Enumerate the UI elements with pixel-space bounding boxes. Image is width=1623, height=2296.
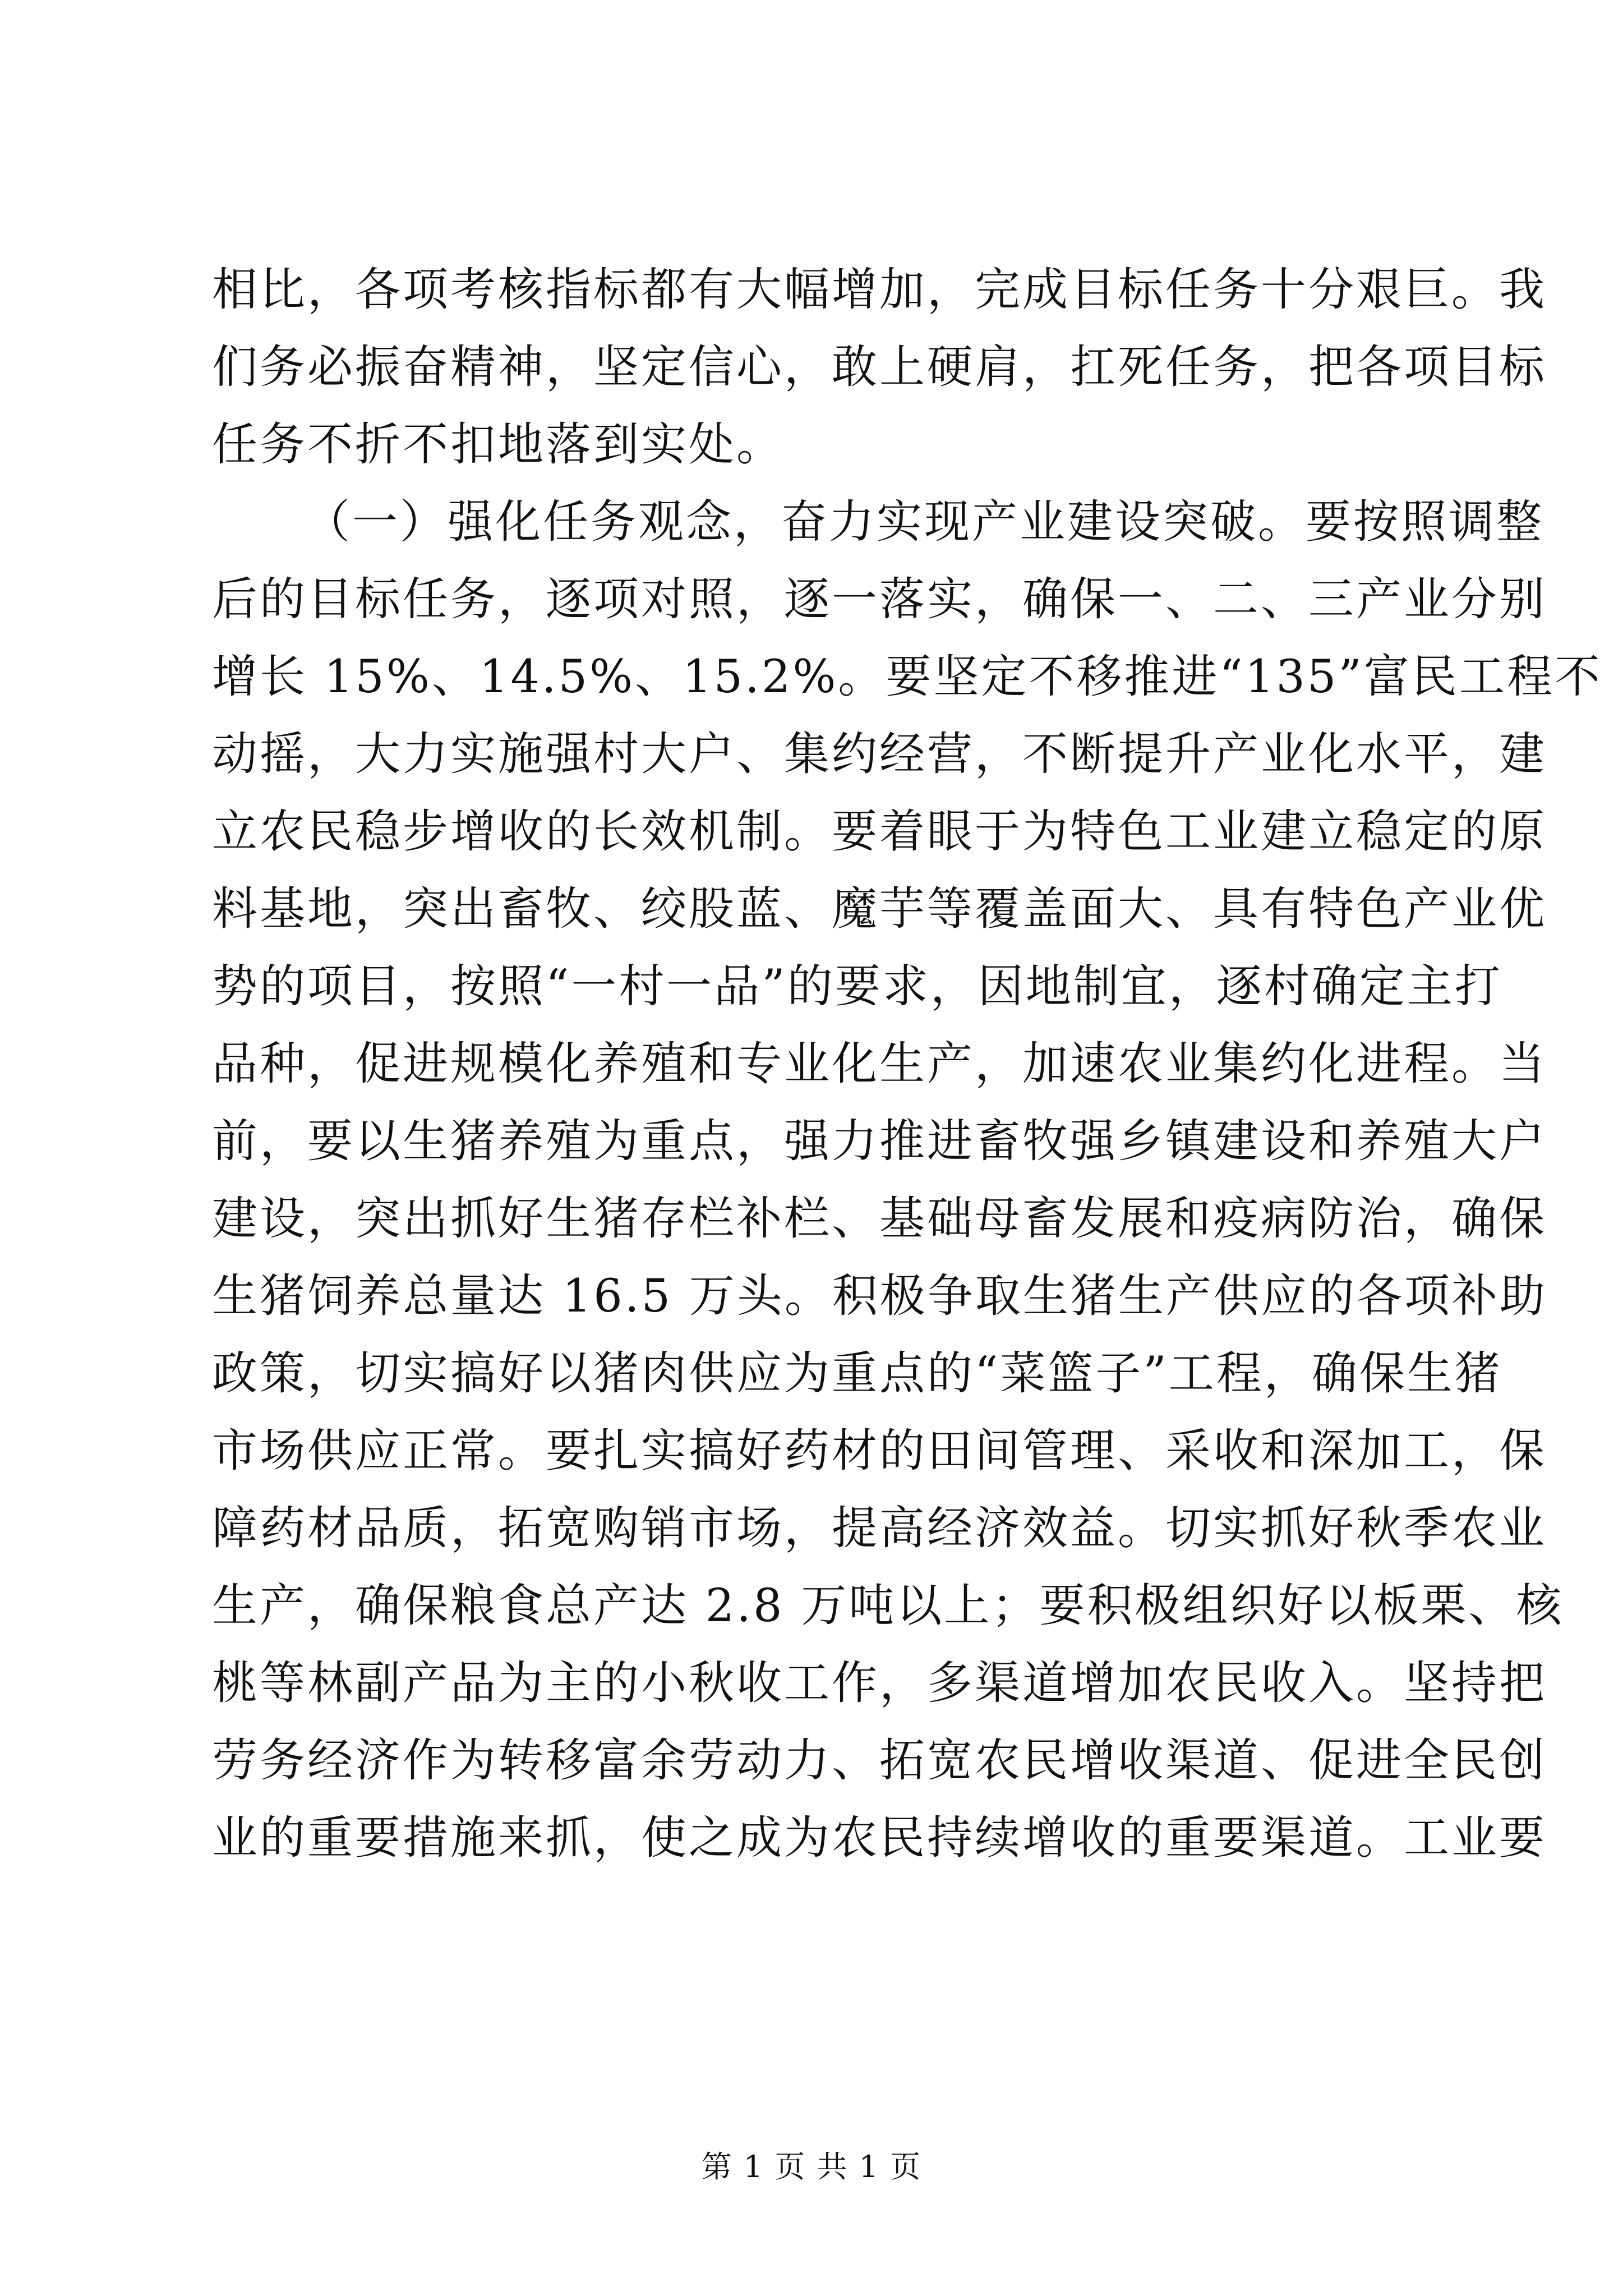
body-text <box>212 251 1602 1877</box>
text-line: 任务不折不扣地落到实处。 <box>212 418 785 471</box>
text-line: 立农民稳步增收的长效机制。要着眼于为特色工业建立稳定的原 <box>212 806 1547 858</box>
text-line: 增长 15%、14.5%、15.2%。要坚定不移推进“135”富民工程不 <box>212 651 1602 703</box>
text-line: 品种，促进规模化养殖和专业化生产，加速农业集约化进程。当 <box>212 1038 1547 1091</box>
page-number-footer: 第 1 页 共 1 页 <box>701 2149 922 2184</box>
text-line: 生产，确保粮食总产达 2.8 万吨以上；要积极组织好以板栗、核 <box>212 1580 1564 1632</box>
text-line: 动摇，大力实施强村大户、集约经营，不断提升产业化水平，建 <box>212 728 1547 781</box>
text-line: 业的重要措施来抓，使之成为农民持续增收的重要渠道。工业要 <box>212 1812 1547 1865</box>
text-line: 相比，各项考核指标都有大幅增加，完成目标任务十分艰巨。我 <box>212 264 1547 316</box>
text-line: 劳务经济作为转移富余劳动力、拓宽农民增收渠道、促进全民创 <box>212 1734 1547 1787</box>
text-line: 障药材品质，拓宽购销市场，提高经济效益。切实抓好秋季农业 <box>212 1502 1547 1555</box>
text-line: 们务必振奋精神，坚定信心，敢上硬肩，扛死任务，把各项目标 <box>212 341 1547 394</box>
section-heading-line: （一）强化任务观念，奋力实现产业建设突破。要按照调整 <box>305 496 1544 549</box>
text-line: 势的项目，按照“一村一品”的要求，因地制宜，逐村确定主打 <box>212 960 1502 1013</box>
text-line: 建设，突出抓好生猪存栏补栏、基础母畜发展和疫病防治，确保 <box>212 1193 1547 1245</box>
text-line: 市场供应正常。要扎实搞好药材的田间管理、采收和深加工，保 <box>212 1425 1547 1478</box>
text-line: 生猪饲养总量达 16.5 万头。积极争取生猪生产供应的各项补助 <box>212 1270 1547 1323</box>
text-line: 桃等林副产品为主的小秋收工作，多渠道增加农民收入。坚持把 <box>212 1657 1547 1710</box>
text-line: 前，要以生猪养殖为重点，强力推进畜牧强乡镇建设和养殖大户 <box>212 1115 1547 1168</box>
text-line: 料基地，突出畜牧、绞股蓝、魔芋等覆盖面大、具有特色产业优 <box>212 883 1547 936</box>
text-line: 政策，切实搞好以猪肉供应为重点的“菜篮子”工程，确保生猪 <box>212 1347 1502 1400</box>
text-line: 后的目标任务，逐项对照，逐一落实，确保一、二、三产业分别 <box>212 573 1547 626</box>
